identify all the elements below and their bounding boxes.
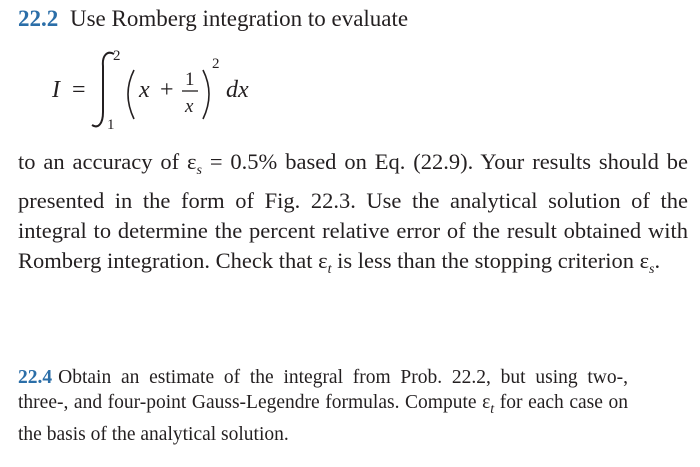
problem-number-22-4: 22.4 <box>18 367 53 388</box>
problem-22-4 <box>18 365 628 447</box>
exponent: 2 <box>212 56 220 72</box>
problem-22-2-heading <box>18 4 408 34</box>
epsilon-t-symbol: $\varepsilon_t$ <box>318 248 332 277</box>
body-text-2: = 0.5% based on Eq. (22.9). Your results should be presented in the form of Fig. 22.3. Use the analytical solution of the integral to determine the percent relative error of the result obtained with Romberg integration. Check that <box>18 149 688 273</box>
body-text-1: to an accuracy of <box>18 149 188 174</box>
equation-lhs: I <box>52 77 60 103</box>
equation-equals: = <box>72 77 86 103</box>
problem-heading-text: Use Romberg integration to evaluate <box>70 6 409 31</box>
epsilon-s-symbol-2: $\varepsilon_s$ <box>639 248 655 277</box>
lower-limit: 1 <box>107 117 115 133</box>
plus-sign: + <box>160 77 174 103</box>
problem-number: 22.2 <box>18 6 59 31</box>
epsilon-s-symbol: $\varepsilon_s$ <box>187 149 202 178</box>
left-paren <box>128 70 134 119</box>
right-paren <box>203 70 209 119</box>
problem-22-2-body <box>18 147 688 285</box>
problem-22-4-text-2: for each case on the basis of the analytical solution. <box>18 392 628 445</box>
fraction-denominator: x <box>185 96 194 117</box>
problem-22-4-text-1: Obtain an estimate of the integral from Prob. 22.2, but using two-, three-, and four-point Gauss-Legendre formulas. Compute <box>18 367 628 413</box>
integral-sign <box>92 53 114 127</box>
integrand-x: x <box>139 77 150 103</box>
body-text-3: is less than the stopping criterion <box>331 248 640 273</box>
upper-limit: 2 <box>113 48 121 64</box>
fraction-numerator: 1 <box>185 69 195 90</box>
body-text-4: . <box>654 248 661 273</box>
differential: dx <box>226 77 249 103</box>
integral-equation <box>0 42 320 142</box>
epsilon-t-symbol-22-4: $\varepsilon_t$ <box>482 392 495 417</box>
